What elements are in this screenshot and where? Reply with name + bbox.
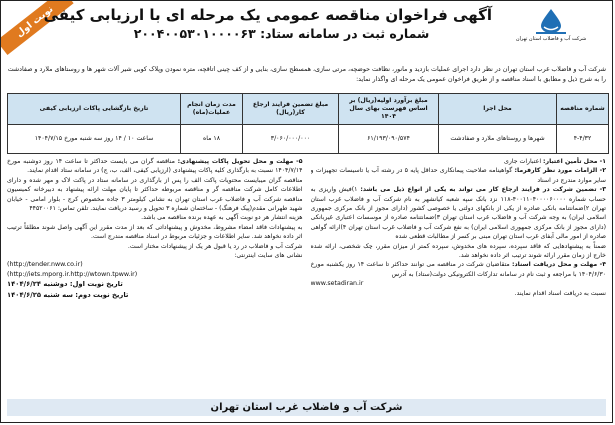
duration-cell: ۱۸ ماه	[181, 125, 243, 154]
section-title: ۲- الزامات مورد نظر کارفرما:	[514, 167, 606, 175]
websites-label: نشانی های سایت اینترنتی:	[234, 252, 303, 260]
first-publish-date: تاریخ نوبت اول: دوشنبه ۱۴۰۴/۶/۲۴	[7, 280, 123, 289]
registration-number: شماره ثبت در سامانه ستاد: ۲۰۰۴۰۰۵۳۰۱۰۰۰۰۶۳	[133, 26, 430, 41]
funding-section	[311, 157, 607, 166]
header	[1, 1, 612, 69]
guarantee-section	[311, 185, 607, 241]
right-column	[311, 157, 607, 389]
tender-table	[7, 93, 609, 154]
section-body: گواهینامه صلاحیت پیمانکاری حداقل پایه ۵ در رشته آب یا تاسیسات تجهیزات و سایر موارد مندرج در اسناد	[310, 167, 606, 184]
estimate-cell: ۶۱/۱۹۳/۰۹۰/۵۷۴	[339, 125, 439, 154]
column-header: مدت زمان انجام عملیات(ماه)	[181, 94, 243, 125]
opening-date-cell: ساعت ۱۰ / ۱۴ روز سه شنبه مورخ ۱۴۰۴/۷/۱۵	[8, 125, 181, 154]
section-title: ۱- محل تأمین اعتبار:	[543, 158, 606, 165]
section-body: مناقصه گران می بایست حداکثر تا ساعت ۱۴ روز دوشنبه مورخ ۱۴۰۴/۷/۱۴ نسبت به بارگذاری کلیه پاکات پیشنهادی (ارزیابی کیفی، الف، ب، ج) در سامانه ستاد اقدام نمایند.	[7, 158, 303, 175]
section-body: اعتبارات جاری	[503, 158, 542, 165]
section-body: ۱)فیش واریزی به حساب شماره ۴۰۰۱۱۰۴۰۰۰۰۶۰۰۰۰-۱۱۸ نزد بانک سپه شعبه کیانشهر به نام شرکت آب و فاضلاب غرب استان تهران ۲)ضمانتنامه بانکی صادره از یکی از بانکهای دولتی یا خصوصی کشور (دارای مجوز از بانک مرکزی جمهوری اسلامی ایران) به وجه شرکت آب و فاضلاب غرب استان تهران ۳)ضمانتنامه صادره از موسسات اعتباری غیربانکی (دارای مجوز از بانک مرکزی جمهوری اسلامی ایران) به نفع شرکت آب و فاضلاب غرب استان تهران ۴)ارائه گواهی صادره از امور مالی آبفای غرب استان تهران مبنی بر کسر از مطالبات قطعی شده	[310, 186, 606, 241]
column-header: شماره مناقصه	[557, 94, 609, 125]
footer-company-name: شرکت آب و فاضلاب غرب استان تهران	[7, 399, 606, 416]
paragraph: به پیشنهادات فاقد امضاء مشروط، مخدوش و پیشنهاداتی که بعد از مدت مقرر این آگهی واصل شوند مطلقاً ترتیب اثر داده نخواهد شد. سایر اطلاعات و جزئیات مربوط در اسناد مناقصه مندرج است.	[7, 223, 303, 241]
paragraph: مناقصه گران میبایست محتویات پاکت الف را پس از بارگذاری در سامانه ستاد در پاکت لاک و مهر شده و دارای اطلاعات کامل شرکت مناقصه گر و مناقصه مربوطه حداکثر تا پایان مهلت ارائه پیشنهاد به دبیرخانه کمیسیون مناقصه شرکت آب و فاضلاب غرب استان تهران به نشانی کیلومتر ۳ جاده مخصوص کرج - بلوار امامی - خیابان شهید طهرانی مقدم(پیک فرهنگ) - ساختمان شماره ۳ تحویل و رسید دریافت نمایند. تلفن تماس: ۴۴۵۲۰۰۶۱	[7, 176, 303, 213]
body-columns	[1, 154, 612, 389]
page-title: آگهی فراخوان مناقصه عمومی یک مرحله ای با ارزیابی کیفی	[43, 6, 492, 24]
requirements-section	[311, 166, 607, 185]
section-title: ۳- تضمین شرکت در فرایند ارجاع کار می تواند به یکی از انواع ذیل می باشد:	[360, 186, 606, 194]
documents-section	[311, 260, 607, 298]
location-cell: شهرها و روستاهای ملارد و صفادشت	[439, 125, 557, 154]
column-header: مبلغ تضمین فرایند ارجاع کار(ریال)	[243, 94, 339, 125]
table-header-row	[8, 94, 609, 125]
column-header: مبلغ برآورد اولیه(ریال) بر اساس فهرست بهای سال ۱۴۰۴	[339, 94, 439, 125]
second-publish-date: تاریخ نوبت دوم: سه شنبه ۱۴۰۴/۶/۲۵	[7, 291, 129, 300]
title-block	[43, 5, 492, 43]
guarantee-note: ضمناً به پیشنهادهایی که فاقد سپرده، سپرده های مخدوش، سپرده کمتر از میزان مقرر، چک شخصی، ارائه شده خارج از زمان مقرر ارائه شوند ترتیب اثر داده نخواهد شد.	[310, 242, 606, 260]
website-link[interactable]: (http://tender.nww.co.ir)	[7, 261, 83, 269]
section-body: متقاضیان شرکت در مناقصه می توانند حداکثر تا ساعت ۱۴ روز یکشنبه مورخ ۱۴۰۴/۶/۳۰ با مراجعه و ثبت نام در سامانه تدارکات الکترونیکی دولت(ستاد) به آدرس	[310, 261, 606, 278]
company-logo	[496, 7, 606, 42]
submission-section	[7, 157, 303, 176]
section-title: ۵- مهلت و محل تحویل پاکات پیشنهادی:	[177, 158, 303, 165]
setad-link[interactable]: www.setadiran.ir	[310, 280, 364, 288]
paragraph: شرکت آب و فاضلاب در رد یا قبول هر یک از پیشنهادات مختار است.	[127, 242, 303, 250]
intro-paragraph: شرکت آب و فاضلاب غرب استان تهران در نظر دارد اجرای عملیات بازدید و مانور، نظافت حوضچه، مرتی سازی، همسطح سازی، بنایی و از کف چینی اتاقچه، متره نمودن وپلاک کوبی شیر آلات شهر ها و روستاهای ملارد و صفادشت را به شرح ذیل و مطابق با اسناد مناقصه و از طریق فراخوان عمومی یک مرحله ای واگذار نماید:	[7, 66, 606, 83]
water-drop-logo-icon	[534, 7, 568, 35]
section-body-end: نسبت به دریافت اسناد اقدام نمایند.	[514, 289, 606, 297]
first-notice-ribbon: نوبت اول	[0, 0, 74, 55]
guarantee-cell: ۳/۰۶۰/۰۰۰/۰۰۰	[243, 125, 339, 154]
paragraph: هزینه انتشار هر دو نوبت آگهی به عهده برنده مناقصه می باشد.	[141, 214, 303, 222]
logo-caption: شرکت آب و فاضلاب استان تهران	[515, 36, 587, 42]
table-row	[8, 125, 609, 154]
column-header: تاریخ بازگشایی پاکات ارزیابی کیفی	[8, 94, 181, 125]
column-header: محل اجرا	[439, 94, 557, 125]
tender-number-cell: ۴-۴/۳۲	[557, 125, 609, 154]
website-link[interactable]: (http://iets.mporg.ir.http://wtown.tpww.ir)	[7, 270, 138, 278]
left-column	[7, 157, 303, 389]
section-title: ۴- مهلت و محل دریافت اسناد:	[512, 261, 606, 269]
